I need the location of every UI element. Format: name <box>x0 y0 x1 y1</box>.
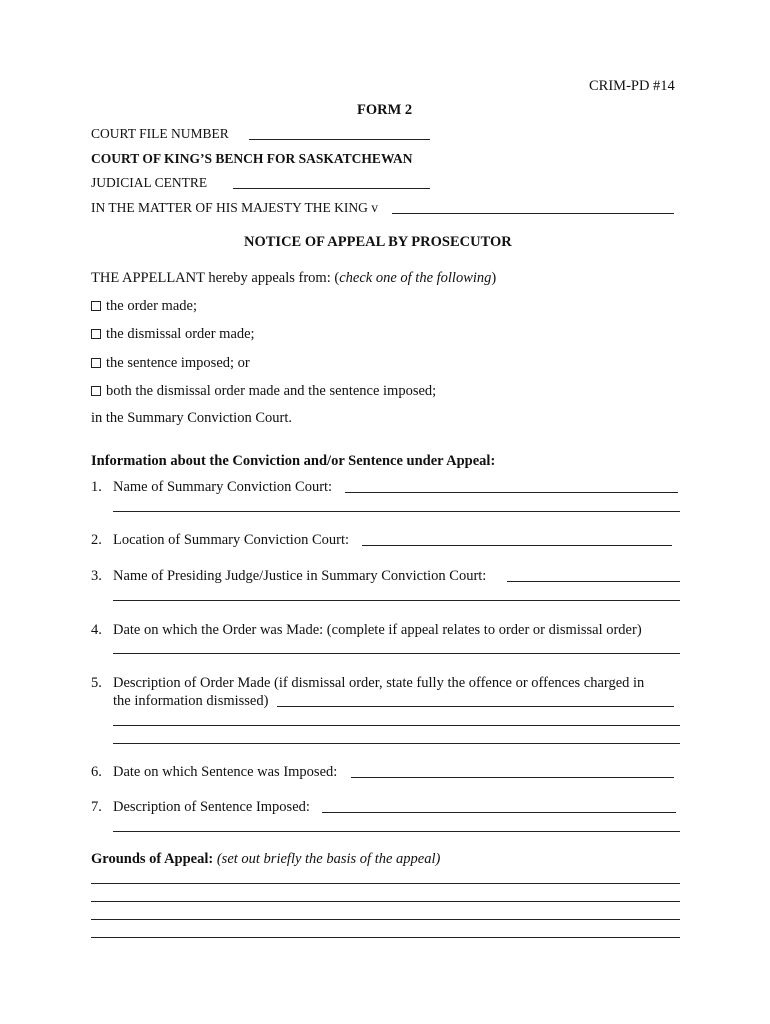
option-sentence[interactable] <box>91 354 250 372</box>
item-1-field-line2[interactable] <box>113 511 680 512</box>
judicial-centre-field[interactable] <box>233 188 430 189</box>
item-5-field[interactable] <box>277 706 674 707</box>
item-number: 3. <box>91 568 102 584</box>
form-number: FORM 2 <box>357 102 413 118</box>
item-number: 2. <box>91 532 102 548</box>
checkbox-icon[interactable] <box>91 358 101 368</box>
judicial-centre-label: JUDICIAL CENTRE <box>91 175 208 190</box>
grounds-field-line4[interactable] <box>91 937 680 938</box>
item-4-field[interactable] <box>113 653 680 654</box>
item-number: 6. <box>91 764 102 780</box>
item-6-field[interactable] <box>351 777 674 778</box>
item-5-field-line2[interactable] <box>113 725 680 726</box>
grounds-label: Grounds of Appeal: <box>91 851 214 867</box>
item-5-label-line2: the information dismissed) <box>113 693 269 709</box>
item-4 <box>91 621 642 639</box>
grounds-hint: (set out briefly the basis of the appeal) <box>216 851 441 867</box>
item-3 <box>91 567 486 585</box>
item-label: Description of Sentence Imposed: <box>113 799 310 815</box>
option-order[interactable] <box>91 297 197 315</box>
item-label: Location of Summary Conviction Court: <box>113 532 350 548</box>
court-name: COURT OF KING’S BENCH FOR SASKATCHEWAN <box>91 151 413 166</box>
grounds-field-line1[interactable] <box>91 883 680 884</box>
item-7-field-line2[interactable] <box>113 831 680 832</box>
option-both[interactable] <box>91 382 436 400</box>
item-number: 1. <box>91 479 102 495</box>
appeal-intro-close: ) <box>491 270 497 286</box>
accused-name-field[interactable] <box>392 213 674 214</box>
item-number: 5. <box>91 675 102 691</box>
item-2 <box>91 531 349 549</box>
item-7 <box>91 798 310 816</box>
checkbox-icon[interactable] <box>91 329 101 339</box>
document-title: NOTICE OF APPEAL BY PROSECUTOR <box>244 234 512 250</box>
court-file-number-label: COURT FILE NUMBER <box>91 126 229 141</box>
item-3-field-line2[interactable] <box>113 600 680 601</box>
option-label: the order made; <box>106 298 197 314</box>
option-label: the dismissal order made; <box>106 326 255 342</box>
item-5 <box>91 674 644 692</box>
appeal-intro <box>91 269 496 287</box>
grounds-heading <box>91 850 440 868</box>
item-1-field[interactable] <box>345 492 678 493</box>
item-number: 7. <box>91 799 102 815</box>
option-label: both the dismissal order made and the sentence imposed; <box>106 383 437 399</box>
item-label: Description of Order Made (if dismissal order, state fully the offence or offences charged in <box>113 675 645 691</box>
option-label: the sentence imposed; or <box>106 355 250 371</box>
item-5-field-line3[interactable] <box>113 743 680 744</box>
appeal-intro-hint: check one of the following <box>339 270 492 286</box>
item-6 <box>91 763 337 781</box>
item-number: 4. <box>91 622 102 638</box>
item-7-field[interactable] <box>322 812 676 813</box>
form-code: CRIM-PD #14 <box>589 78 675 94</box>
checkbox-icon[interactable] <box>91 301 101 311</box>
item-2-field[interactable] <box>362 545 672 546</box>
info-section-heading: Information about the Conviction and/or Sentence under Appeal: <box>91 453 496 469</box>
matter-label: IN THE MATTER OF HIS MAJESTY THE KING v <box>91 200 379 215</box>
item-label: Name of Presiding Judge/Justice in Summary Conviction Court: <box>113 568 487 584</box>
grounds-field-line2[interactable] <box>91 901 680 902</box>
grounds-field-line3[interactable] <box>91 919 680 920</box>
summary-court-line: in the Summary Conviction Court. <box>91 410 292 426</box>
appeal-intro-text: THE APPELLANT hereby appeals from: ( <box>91 270 340 286</box>
checkbox-icon[interactable] <box>91 386 101 396</box>
item-label: Name of Summary Conviction Court: <box>113 479 333 495</box>
item-label: Date on which the Order was Made: (complete if appeal relates to order or dismissal order) <box>113 622 642 638</box>
court-file-number-field[interactable] <box>249 139 430 140</box>
item-label: Date on which Sentence was Imposed: <box>113 764 338 780</box>
option-dismissal-order[interactable] <box>91 325 255 343</box>
item-1 <box>91 478 332 496</box>
item-3-field[interactable] <box>507 581 680 582</box>
